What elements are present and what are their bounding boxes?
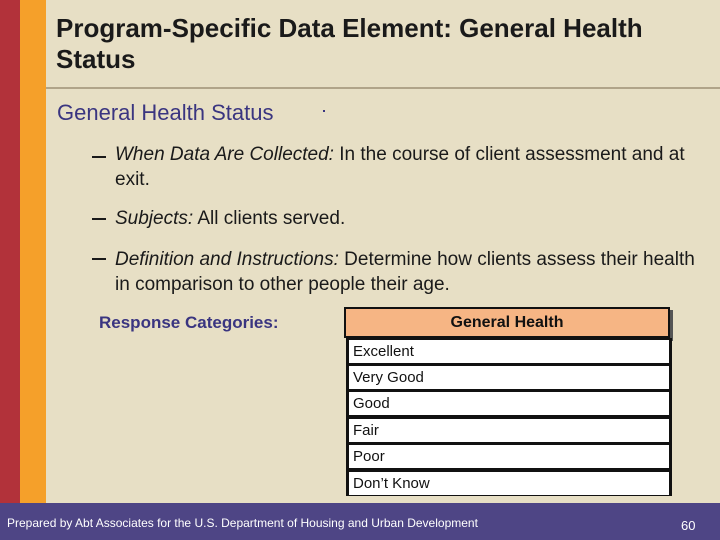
- footer-credit: Prepared by Abt Associates for the U.S. Department of Housing and Urban Development: [7, 516, 478, 530]
- decorative-dot: [323, 110, 325, 112]
- bullet-label: Subjects:: [115, 208, 194, 229]
- table-row: Excellent: [349, 340, 669, 363]
- dash-bullet: [92, 258, 106, 260]
- title-divider: [46, 87, 720, 89]
- table-row: Poor: [349, 445, 669, 468]
- table-row: Very Good: [349, 366, 669, 389]
- left-accent-bar-red: [0, 0, 20, 503]
- bullet-text: All clients served.: [193, 208, 346, 229]
- bullet-text: Determine how clients assess their health in comparison to other people their age.: [115, 249, 695, 295]
- dash-bullet: [92, 156, 106, 158]
- table-header-general-health: General Health: [344, 307, 670, 338]
- bullet-label: Definition and Instructions:: [115, 249, 339, 270]
- section-heading: General Health Status: [57, 100, 274, 125]
- bullet-when-collected: [115, 142, 695, 192]
- bullet-text: In the course of client assessment and at exit.: [115, 144, 685, 190]
- table-row: Fair: [349, 419, 669, 442]
- response-categories-label: Response Categories:: [99, 313, 279, 332]
- dash-bullet: [92, 218, 106, 220]
- bullet-subjects: [115, 206, 695, 231]
- left-accent-bar-orange: [20, 0, 46, 503]
- slide-title: Program-Specific Data Element: General Health Status: [56, 13, 643, 74]
- table-row: Good: [349, 392, 669, 415]
- bullet-label: When Data Are Collected:: [115, 144, 334, 165]
- page-number: 60: [681, 518, 696, 533]
- bullet-definition: [115, 247, 695, 297]
- table-row: Don’t Know: [349, 472, 669, 495]
